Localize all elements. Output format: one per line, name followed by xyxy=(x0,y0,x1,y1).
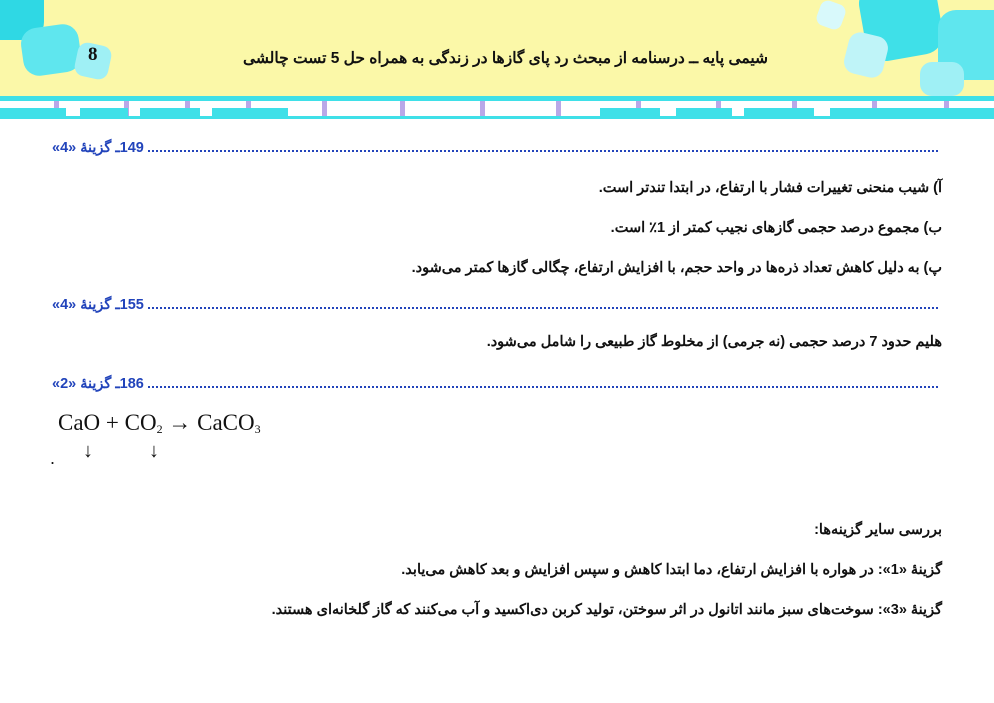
annotation-dot: . xyxy=(50,448,56,468)
rule-tick xyxy=(556,101,561,116)
answer-label: 155ـ گزینۀ «4» xyxy=(52,297,144,313)
page-header xyxy=(0,0,994,96)
answer-key-row-149 xyxy=(52,140,942,160)
down-arrow-icon: ↓ xyxy=(149,440,159,462)
equation-annotation-row xyxy=(50,440,350,474)
rule-dash xyxy=(80,108,128,116)
rule-dash xyxy=(140,108,200,116)
rule-dash xyxy=(0,108,66,116)
equation-reactant-2: CO xyxy=(124,410,157,435)
rule-dash xyxy=(212,108,288,116)
page-title: شیمی پایه ــ درسنامه از مبحث رد پای گازها در زندگی به همراه حل 5 تست چالشی xyxy=(242,50,768,67)
decorative-blob-icon xyxy=(920,62,964,96)
answer-key-row-155 xyxy=(52,297,942,317)
decorative-blob-icon xyxy=(19,22,83,78)
equation-product: CaCO xyxy=(197,410,255,435)
rule-line-top xyxy=(0,96,994,101)
equation-plus-sign: + xyxy=(105,410,119,435)
down-arrow-icon: ↓ xyxy=(83,440,93,462)
rule-dash xyxy=(744,108,814,116)
rule-line-bottom xyxy=(0,116,994,119)
other-option-line: گزینۀ «3»: سوخت‌های سبز مانند اتانول در اثر سوختن، تولید کربن دی‌اکسید و آب می‌کنند که گاز گلخانه‌ای هستند. xyxy=(271,602,942,618)
equation-reactant-2-subscript: 2 xyxy=(156,422,163,436)
header-rule-strip xyxy=(0,96,994,122)
rule-tick xyxy=(400,101,405,116)
answer-label: 149ـ گزینۀ «4» xyxy=(52,140,144,156)
rule-tick xyxy=(322,101,327,116)
equation-reactant-1: CaO xyxy=(58,410,101,435)
dotted-leader xyxy=(148,141,938,152)
answer-key-row-186 xyxy=(52,376,942,396)
page-content xyxy=(0,122,994,703)
other-options-heading: بررسی سایر گزینه‌ها: xyxy=(814,522,942,538)
rule-dash xyxy=(676,108,732,116)
dotted-leader xyxy=(148,298,938,309)
equation-arrow-icon: → xyxy=(168,410,192,435)
dotted-leader xyxy=(148,377,938,388)
explanation-line: هلیم حدود 7 درصد حجمی (نه جرمی) از مخلوط گاز طبیعی را شامل می‌شود. xyxy=(486,334,942,350)
rule-tick xyxy=(480,101,485,116)
rule-dash xyxy=(830,108,994,116)
other-option-line: گزینۀ «1»: در هواره با افزایش ارتفاع، دما ابتدا کاهش و سپس افزایش و بعد کاهش می‌یابد. xyxy=(401,562,942,578)
page-number: 8 xyxy=(88,44,98,65)
equation-product-subscript: 3 xyxy=(254,422,261,436)
decorative-blob-icon xyxy=(814,0,847,32)
chemical-equation xyxy=(58,410,261,437)
explanation-line: آ) شیب منحنی تغییرات فشار با ارتفاع، در ابتدا تندتر است. xyxy=(598,180,942,196)
explanation-line: ب) مجموع درصد حجمی گازهای نجیب کمتر از 1٪ است. xyxy=(610,220,942,236)
rule-dash xyxy=(600,108,660,116)
answer-label: 186ـ گزینۀ «2» xyxy=(52,376,144,392)
explanation-line: پ) به دلیل کاهش تعداد ذره‌ها در واحد حجم، با افزایش ارتفاع، چگالی گازها کمتر می‌شود. xyxy=(411,260,942,276)
